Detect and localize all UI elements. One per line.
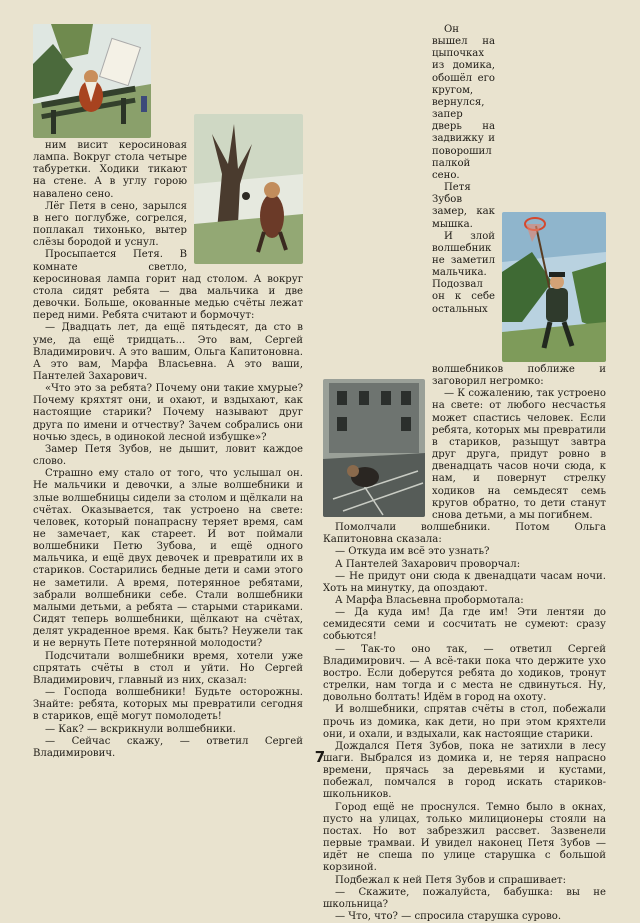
paragraph: Лёг Петя в сено, зарылся в него поглубже, согрелся, поплакал тихонько, вытер слёзы бородой и уснул. — [33, 200, 187, 249]
paragraph: — Как? — вскрикнули волшебники. — [45, 723, 236, 735]
paragraph: Петя Зубов замер, как мышка. — [432, 182, 495, 230]
page-number: 7 — [314, 748, 326, 766]
paragraph: И волшебники, спрятав счёты в стол, побежали прочь из домика, как дети, но при этом кряхтели они, и охали, и вздыхали, как настоящие старики. — [323, 704, 606, 740]
paragraph: А Пантелей Захарович проворчал: — [335, 558, 521, 570]
illustration-bench — [33, 24, 151, 138]
ruins-picture — [323, 379, 425, 517]
illustration-ruins — [323, 379, 425, 517]
paragraph: Город ещё не проснулся. Темно было в окнах, пусто на улицах, только милиционеры стояли на постах. Но вот забрезжил рассвет. Зазвенели первые трамваи. И увидел наконец Петя Зубов — идёт не спеша по улице старушка с большой корзиной. — [323, 801, 606, 874]
left-column — [33, 24, 303, 760]
paragraph: Просыпается Петя. В комнате светло, керосиновая лампа горит над столом. А вокруг стола сидят ребята — два мальчика и две девочки. Больше, окованные медью счёты лежат перед ними. Ребята считают и бормочут: — [33, 249, 303, 322]
paragraph: — Откуда им всё это узнать? — [335, 546, 490, 558]
paragraph: — Что, что? — спросила старушка сурово. — [335, 911, 562, 923]
paragraph: «Что это за ребята? Почему они такие хмурые? Почему кряхтят они, и охают, и вздыхают, как настоящие старики? Почему называют друг друга по имени и отчеству? Зачем собрались они ночью здесь, в одинокой лесной избушке»? — [33, 383, 303, 443]
illustration-butterfly-net — [502, 212, 606, 362]
paragraph: Замер Петя Зубов, не дышит, ловит каждое слово. — [33, 443, 303, 468]
paragraph: — Не придут они сюда к двенадцати часам ночи. Хоть на минутку, да опоздают. — [323, 570, 606, 594]
paragraph: И злой волшебник не заметил мальчика. Подозвал он к себе остальных волшебников поближе и заговорил негромко: — [432, 230, 606, 388]
paragraph: Подсчитали волшебники время, хотели уже спрятать счёты в стол и уйти. Но Сергей Владимирович, главный из них, сказал: — [33, 650, 303, 686]
paragraph: — Да куда им! Да где им! Эти лентяи до семидесяти семи и сосчитать не сумеют: сразу собьются! — [323, 607, 606, 643]
paragraph: ним висит керосиновая лампа. Вокруг стола четыре табуретки. Ходики тикают на стене. А в углу горою навалено сено. — [33, 140, 187, 200]
right-column — [323, 24, 606, 923]
paragraph: — Сейчас скажу, — ответил Сергей Владимирович. — [33, 735, 303, 759]
paragraph: А Марфа Власьевна пробормотала: — [335, 594, 524, 606]
paragraph: — Так-то оно так, — ответил Сергей Владимирович. — А всё-таки пока что держите ухо востро. Если доберутся ребята до ходиков, тронут стрелки, нам тогда и с места не сдвинуться. Ну, довольно болтать! Идём в город на охоту. — [323, 643, 606, 704]
tree-picture — [194, 114, 303, 264]
paragraph: — Двадцать лет, да ещё пятьдесят, да сто в уме, да ещё тридцать... Это вам, Сергей Владимирович. А это вашим, Ольга Капитоновна. А это вам, Марфа Власьевна. А это ваши, Пантелей Захарович. — [33, 322, 303, 382]
paragraph: — К сожалению, так устроено на свете: от любого несчастья может спастись человек. Если ребята, которых мы превратили в стариков, разыщут завтра друг друга, придут ровно в двенадцать часов ночи сюда, к нам, и повернут стрелку ходиков на семьдесят семь кругов обратно, то дети станут снова детьми, а мы погибнем. — [432, 388, 607, 521]
paragraph: — Господа волшебники! Будьте осторожны. Знайте: ребята, которых мы превратили сегодня в стариков, ещё могут помолодеть! — [33, 687, 303, 723]
catcher-picture — [502, 212, 606, 362]
bench-picture — [33, 24, 151, 138]
paragraph: Подбежал к ней Петя Зубов и спрашивает: — [335, 874, 566, 886]
paragraph: Страшно ему стало от того, что услышал он. Не мальчики и девочки, а злые волшебники и злые волшебницы сидели за столом и щёлкали на счётах. Оказывается, так устроено на свете: человек, который понапрасну теряет время, сам не замечает, как стареет. И вот поймали волшебники Петю Зубова, и ещё одного мальчика, и ещё двух девочек и превратили их в стариков. Состарились бедные дети и сами этого не заметили. А время, потерянное ребятами, забрали волшебники себе. Стали волшебники малыми детьми, а ребята — старыми стариками. Сидят теперь волшебники, щёлкают на счётах, делят украденное время. Как быть? Неужели так и не вернуть Пете потерянной молодости? — [33, 468, 303, 650]
paragraph: Дождался Петя Зубов, пока не затихли в лесу шаги. Выбрался из домика и, не теряя напрасно времени, прячась за деревьями и кустами, побежал, помчался в город искать стариков-школьников. — [323, 740, 606, 801]
paragraph: — Скажите, пожалуйста, бабушка: вы не школьница? — [323, 886, 606, 910]
paragraph: Помолчали волшебники. Потом Ольга Капитоновна сказала: — [323, 522, 606, 546]
illustration-forest — [194, 114, 303, 264]
paragraph: Он вышел на цыпочках из домика, обошёл его кругом, вернулся, запер дверь на задвижку и поворошил палкой сено. — [432, 24, 495, 181]
